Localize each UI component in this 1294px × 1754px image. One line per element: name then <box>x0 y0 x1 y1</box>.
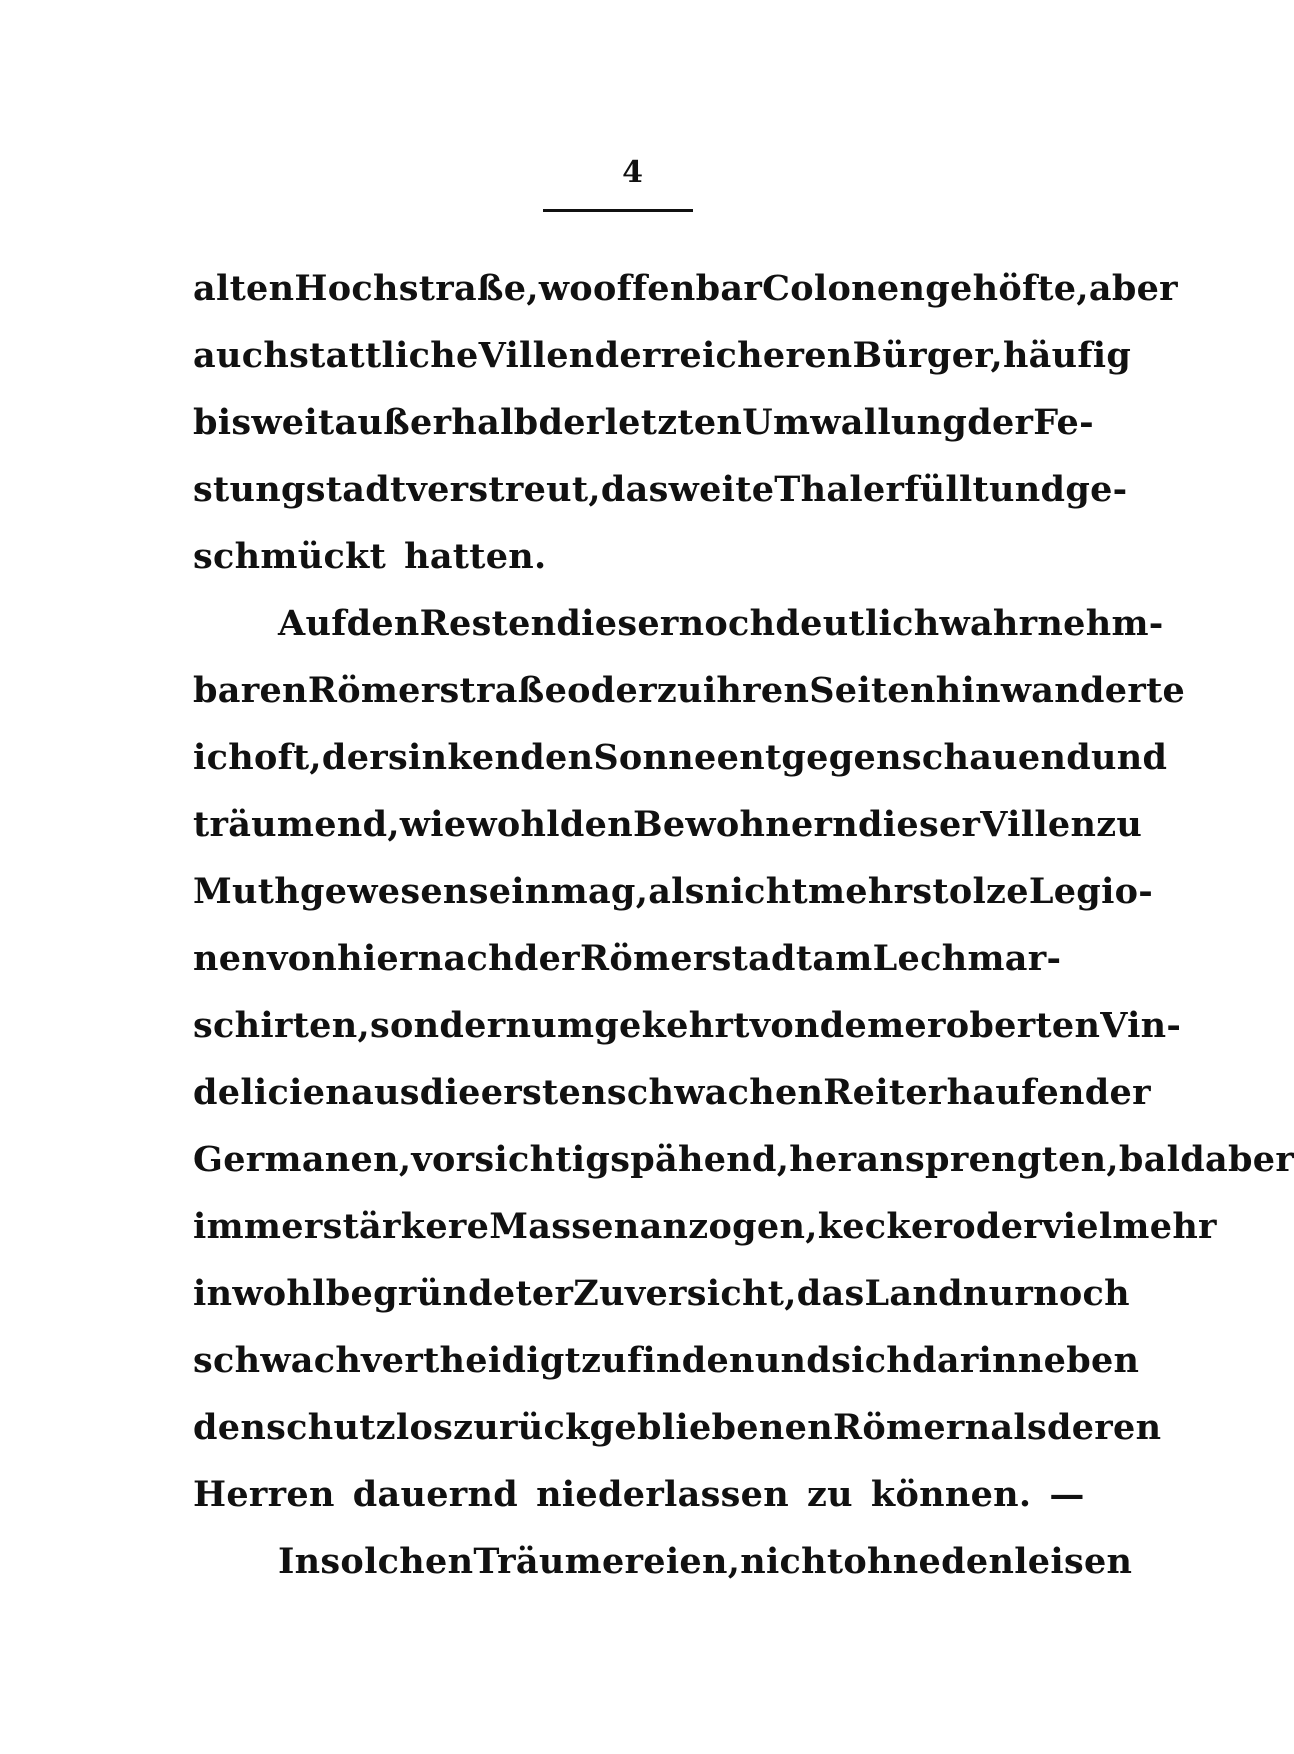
word: Massen <box>489 1206 640 1247</box>
word: vorsichtig <box>411 1139 611 1180</box>
word: schmückt <box>193 536 387 577</box>
word: schwach <box>193 1340 362 1381</box>
word: — <box>1049 1474 1085 1515</box>
word: letzten <box>604 402 743 443</box>
word: bis <box>193 402 252 443</box>
word: Auf <box>278 603 347 644</box>
word: hier <box>337 938 418 979</box>
word: Thal <box>774 469 863 510</box>
word: wo <box>538 268 593 309</box>
word: Umwallung <box>742 402 968 443</box>
word: Vin- <box>1100 1005 1182 1046</box>
word: zu <box>656 670 703 711</box>
text-line <box>193 858 1154 925</box>
word: können. <box>870 1474 1032 1515</box>
word: aber <box>1205 1139 1294 1180</box>
word: Herren <box>193 1474 335 1515</box>
word: erfüllt <box>862 469 990 510</box>
word: wie <box>399 804 467 845</box>
word: nicht <box>704 871 808 912</box>
word: Legio- <box>1028 871 1154 912</box>
word: stolze <box>912 871 1029 912</box>
word: Reiterhaufen <box>823 1072 1085 1113</box>
word: Römerstraße <box>307 670 568 711</box>
text-line <box>193 1059 1151 1126</box>
word: nen <box>193 938 268 979</box>
word: dem <box>819 1005 905 1046</box>
word: außerhalb <box>334 402 539 443</box>
word: offenbar <box>592 268 763 309</box>
word: kecker <box>817 1206 953 1247</box>
word: deren <box>1046 1407 1162 1448</box>
paragraph <box>193 255 1178 590</box>
header-rule <box>543 209 693 212</box>
word: mar- <box>967 938 1062 979</box>
word: gewesen <box>300 871 469 912</box>
word: zu <box>581 1340 628 1381</box>
word: und <box>754 1340 832 1381</box>
word: weite <box>668 469 775 510</box>
text-line <box>193 1327 1140 1394</box>
text-line <box>193 925 1062 992</box>
word: bald <box>1118 1139 1206 1180</box>
word: wohlbegründeter <box>232 1273 574 1314</box>
word: und <box>989 469 1066 510</box>
word: am <box>812 938 873 979</box>
word: ersten <box>480 1072 607 1113</box>
word: der <box>538 402 605 443</box>
word: häufig <box>1002 335 1132 376</box>
text-line <box>193 1126 1294 1193</box>
word: Träumereien, <box>473 1541 741 1582</box>
word: den <box>559 804 633 845</box>
word: zu <box>1096 804 1143 845</box>
word: schwachen <box>606 1072 824 1113</box>
word: zurückgebliebenen <box>453 1407 833 1448</box>
word: Colonengehöfte, <box>762 268 1089 309</box>
word: vielmehr <box>1042 1206 1217 1247</box>
text-line <box>193 1528 1133 1595</box>
word: Fe- <box>1033 402 1094 443</box>
word: deutlich <box>775 603 940 644</box>
word: ge- <box>1065 469 1128 510</box>
word: schutzlos <box>266 1407 454 1448</box>
word: Sonne <box>593 737 717 778</box>
word: aus <box>351 1072 420 1113</box>
word: Muth <box>193 871 301 912</box>
word: Zuversicht, <box>573 1273 797 1314</box>
text-line <box>193 255 1178 322</box>
word: von <box>267 938 338 979</box>
body-text <box>193 255 1294 1595</box>
word: zu <box>806 1474 853 1515</box>
word: das <box>600 469 669 510</box>
word: In <box>278 1541 321 1582</box>
paragraph <box>193 590 1294 1528</box>
word: auch <box>193 335 290 376</box>
text-line <box>193 791 1143 858</box>
word: sein <box>468 871 551 912</box>
word: den <box>193 1407 267 1448</box>
word: der <box>321 737 389 778</box>
word: Römern <box>832 1407 991 1448</box>
word: Seiten <box>809 670 936 711</box>
word: nicht <box>740 1541 844 1582</box>
word: und <box>1091 737 1168 778</box>
text-line <box>193 1461 1085 1528</box>
word: delicien <box>193 1072 352 1113</box>
word: wahrnehm- <box>939 603 1164 644</box>
word: ich <box>193 737 254 778</box>
text-line <box>193 322 1132 389</box>
word: der <box>967 402 1034 443</box>
word: aber <box>1088 268 1178 309</box>
text-line <box>193 1394 1162 1461</box>
word: weit <box>251 402 335 443</box>
word: als <box>648 871 705 912</box>
word: Villen <box>980 804 1097 845</box>
word: verstreut, <box>406 469 601 510</box>
word: Resten <box>419 603 557 644</box>
word: solchen <box>320 1541 474 1582</box>
word: stattliche <box>289 335 479 376</box>
word: neben <box>1017 1340 1140 1381</box>
word: oft, <box>253 737 322 778</box>
word: der <box>594 335 661 376</box>
word: Hochstraße, <box>294 268 539 309</box>
word: den <box>346 603 420 644</box>
word: umgekehrt <box>531 1005 750 1046</box>
word: oder <box>952 1206 1043 1247</box>
word: heransprengten, <box>789 1139 1119 1180</box>
word: spähend, <box>610 1139 790 1180</box>
word: den <box>941 1541 1015 1582</box>
word: die <box>419 1072 481 1113</box>
word: baren <box>193 670 308 711</box>
word: niederlassen <box>536 1474 789 1515</box>
text-line <box>193 523 1043 590</box>
word: anzogen, <box>639 1206 818 1247</box>
word: dieser <box>556 603 679 644</box>
paragraph <box>193 1528 1133 1595</box>
word: der <box>513 938 580 979</box>
word: träumend, <box>193 804 400 845</box>
word: darin <box>912 1340 1018 1381</box>
page-number: 4 <box>622 155 643 190</box>
word: Villen <box>478 335 595 376</box>
word: nach <box>417 938 514 979</box>
word: reicheren <box>660 335 853 376</box>
word: finden <box>627 1340 755 1381</box>
text-line <box>193 1260 1130 1327</box>
text-line <box>193 590 1164 657</box>
text-line <box>193 724 1168 791</box>
word: Land <box>864 1273 963 1314</box>
word: entgegenschauend <box>716 737 1092 778</box>
text-line <box>193 992 1182 1059</box>
word: der <box>1084 1072 1151 1113</box>
word: oder <box>567 670 657 711</box>
word: alten <box>193 268 295 309</box>
word: stungstadt <box>193 469 407 510</box>
word: vertheidigt <box>361 1340 582 1381</box>
word: mag, <box>550 871 649 912</box>
word: Germanen, <box>193 1139 412 1180</box>
word: Römerstadt <box>579 938 813 979</box>
word: noch <box>1033 1273 1130 1314</box>
text-line <box>193 1193 1217 1260</box>
word: dieser <box>858 804 981 845</box>
word: hin <box>935 670 1001 711</box>
word: sondern <box>369 1005 532 1046</box>
word: ihren <box>702 670 810 711</box>
word: Bürger, <box>852 335 1003 376</box>
text-line <box>193 456 1128 523</box>
word: hatten. <box>404 536 547 577</box>
word: ohne <box>843 1541 942 1582</box>
word: wanderte <box>1000 670 1186 711</box>
word: sich <box>831 1340 913 1381</box>
word: immer <box>193 1206 323 1247</box>
word: nur <box>962 1273 1034 1314</box>
word: von <box>749 1005 820 1046</box>
word: in <box>193 1273 233 1314</box>
word: schirten, <box>193 1005 370 1046</box>
text-line <box>193 657 1186 724</box>
word: Lech <box>872 938 968 979</box>
word: mehr <box>807 871 913 912</box>
word: noch <box>678 603 776 644</box>
word: leisen <box>1014 1541 1133 1582</box>
word: dauernd <box>352 1474 519 1515</box>
word: das <box>796 1273 865 1314</box>
word: sinkenden <box>388 737 594 778</box>
word: als <box>990 1407 1047 1448</box>
word: eroberten <box>904 1005 1101 1046</box>
text-line <box>193 389 1094 456</box>
word: wohl <box>466 804 560 845</box>
word: stärkere <box>322 1206 490 1247</box>
word: Bewohnern <box>632 804 859 845</box>
